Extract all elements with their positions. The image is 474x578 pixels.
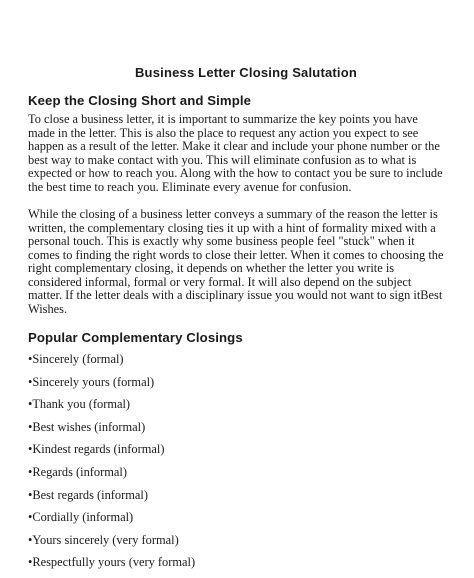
closings-list [28, 352, 446, 578]
list-item: •Sincerely yours (formal) [28, 374, 155, 389]
list-item: •Cordially (informal) [28, 510, 134, 525]
list-item: •Sincerely (formal) [28, 352, 124, 366]
list-item: •Kindest regards (informal) [28, 442, 165, 457]
section-heading-popular-closings: Popular Complementary Closings [28, 330, 243, 345]
document-page [28, 0, 446, 578]
section-heading-closing: Keep the Closing Short and Simple [28, 93, 252, 108]
document-title: Business Letter Closing Salutation [134, 65, 358, 80]
list-item: •Best regards (informal) [28, 487, 148, 502]
paragraph-summary: To close a business letter, it is important to summarize the key points you have made in the letter. This is also the place to request any action you expect to see happen as a result of the letter. Make it clear and include your phone number or the best way to make contact with you. This will eliminate confusion as to what is expected or how to reach you. Along with the how to contact you be sure to include the best time to reach you. Eliminate every avenue for confusion. [28, 112, 443, 194]
list-item: •Regards (informal) [28, 464, 127, 479]
list-item: •Best wishes (informal) [28, 419, 146, 434]
list-item: •Yours sincerely (very formal) [28, 532, 179, 547]
list-item: •Thank you (formal) [28, 397, 131, 412]
list-item: •Respectfully yours (very formal) [28, 555, 196, 570]
paragraph-complementary: While the closing of a business letter conveys a summary of the reason the letter is written, the complementary closing ties it up with a hint of formality mixed with a personal touch. This is exactly why some business people feel "stuck" when it comes to finding the right words to close their letter. When it comes to choosing the right complementary closing, it depends on whether the letter you write is considered informal, formal or very formal. It will also depend on the subject matter. If the letter deals with a disciplinary issue you would not want to sign itBest Wishes. [28, 207, 444, 316]
